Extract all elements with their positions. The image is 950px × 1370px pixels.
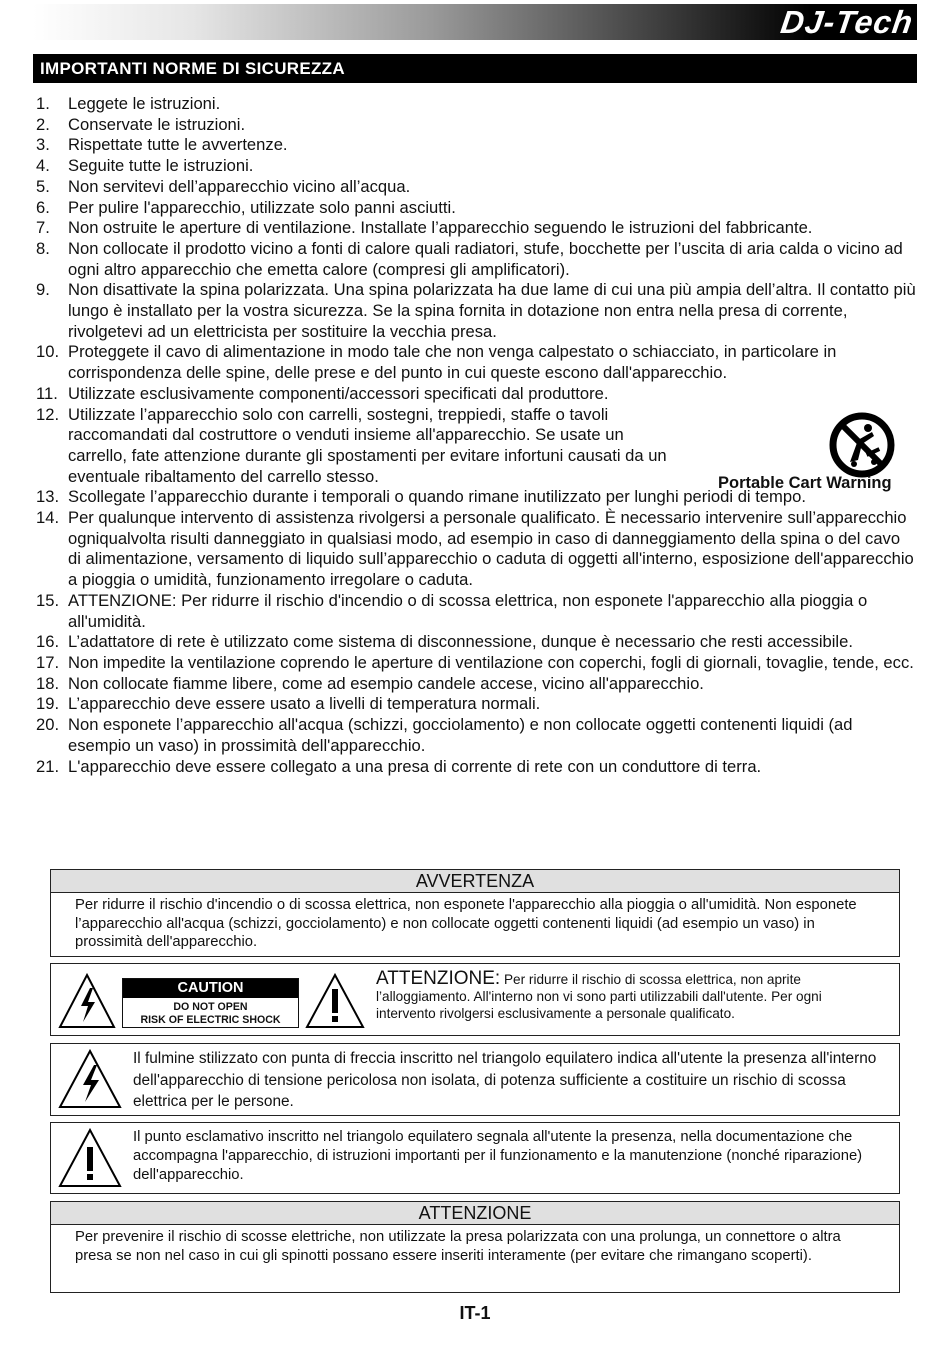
header-bar (33, 4, 917, 40)
avvertenza-title: AVVERTENZA (51, 870, 899, 893)
rule-item (36, 508, 916, 591)
rule-number: 5. (36, 176, 50, 196)
portable-cart-warning (718, 408, 908, 498)
rule-text: Conservate le istruzioni. (68, 114, 246, 134)
attenzione-box (50, 1201, 900, 1293)
rule-text: Utilizzate esclusivamente componenti/accessori specificati dal produttore. (68, 383, 609, 403)
exclamation-explanation-text: Il punto esclamativo inscritto nel triangolo equilatero segnala all'utente la presenza, nella documentazione che accompagna l'apparecchio, di istruzioni importanti per il funzionamento e la manutenzione (nonché riparazione) dell'apparecchio. (133, 1129, 863, 1183)
rule-number: 15. (36, 590, 60, 610)
rule-text: Non ostruite le aperture di ventilazione. Installate l’apparecchio seguendo le istruzioni del fabbricante. (68, 218, 813, 238)
rule-text: Non impedite la ventilazione coprendo le aperture di ventilazione con coperchi, fogli di giornali, tovaglie, tende, ecc. (68, 652, 914, 672)
rule-item (36, 239, 916, 280)
cart-tip-over-icon (828, 412, 896, 478)
rule-item (36, 135, 916, 156)
rule-item (36, 156, 916, 177)
lightning-explanation-box (50, 1043, 900, 1116)
rule-number: 11. (36, 383, 58, 403)
rule-text: L’apparecchio deve essere usato a livelli di temperatura normali. (68, 694, 541, 714)
lightning-triangle-icon (57, 972, 117, 1030)
rule-text: Rispettate tutte le avvertenze. (68, 135, 288, 155)
rule-item (36, 591, 916, 632)
rule-item (36, 115, 916, 136)
lightning-explanation-text: Il fulmine stilizzato con punta di freccia inscritto nel triangolo equilatero indica all'utente la presenza all'interno dell'apparecchio di tensione pericolosa non isolata, di potenza sufficiente a costituire un rischio di scossa elettrica per le persone. (133, 1050, 877, 1111)
avvertenza-box (50, 869, 900, 957)
rule-item (36, 94, 916, 115)
rule-text: ATTENZIONE: Per ridurre il rischio d'incendio o di scossa elettrica, non esponete l'apparecchio alla pioggia o all'umidità. (68, 590, 868, 631)
rule-number: 3. (36, 135, 50, 155)
rule-item (36, 653, 916, 674)
rule-number: 12. (36, 404, 60, 424)
cart-warning-caption: Portable Cart Warning (718, 474, 892, 492)
rule-number: 10. (36, 342, 60, 362)
caution-body: Per ridurre il rischio di scossa elettrica, non aprite l’alloggiamento. All'interno non vi sono parti utilizzabili dall'utente. Per ogni intervento rivolgersi esclusivamente a personale qualificato. (376, 972, 822, 1021)
rule-item (36, 757, 916, 778)
rule-item (36, 218, 916, 239)
rule-item (36, 715, 916, 756)
rule-number: 19. (36, 694, 60, 714)
rule-item (36, 694, 916, 715)
rule-number: 2. (36, 114, 50, 134)
rule-text: Scollegate l’apparecchio durante i temporali o quando rimane inutilizzato per lunghi periodi di tempo. (68, 487, 806, 507)
rule-number: 20. (36, 715, 60, 735)
rule-number: 4. (36, 156, 50, 176)
rule-item (36, 198, 916, 219)
rule-text: Per pulire l'apparecchio, utilizzate solo panni asciutti. (68, 197, 456, 217)
caution-box (50, 963, 900, 1036)
rule-text: Non disattivate la spina polarizzata. Una spina polarizzata ha due lame di cui una più ampia dell’altra. Il contatto più lungo è installato per la vostra sicurezza. Se la spina fornita in dotazione non entra nella presa di corrente, rivolgetevi ad un elettricista per sostituire la vecchia presa. (68, 280, 916, 341)
caution-text (376, 970, 876, 1022)
rule-number: 16. (36, 632, 60, 652)
attenzione-text: Per prevenire il rischio di scosse elettriche, non utilizzate la presa polarizzata con una prolunga, un connettore o altra presa se non nel caso in cui gli spinotti possano essere inseriti interamente (per evitare che rimangano scoperti). (75, 1229, 841, 1264)
rule-number: 13. (36, 487, 60, 507)
exclamation-explanation-box (50, 1122, 900, 1194)
rule-text: L’adattatore di rete è utilizzato come sistema di disconnessione, dunque è necessario che resti accessibile. (68, 632, 853, 652)
rule-number: 21. (36, 756, 60, 776)
exclamation-triangle-icon (57, 1127, 123, 1189)
caution-label-title: CAUTION (123, 979, 298, 998)
rule-text: Non esponete l’apparecchio all'acqua (schizzi, gocciolamento) e non collocate oggetti contenenti liquidi (ad esempio un vaso) in prossimità dell'apparecchio. (68, 715, 853, 755)
rule-number: 9. (36, 280, 50, 300)
avvertenza-text: Per ridurre il rischio d'incendio o di scossa elettrica, non esponete l'apparecchio alla pioggia o all'umidità. Non esponete l’apparecchio all'acqua (schizzi, gocciolamento) e non collocate oggetti contenenti liquidi (ad esempio un vaso) in prossimità dell'apparecchio. (75, 897, 857, 951)
rule-item (36, 632, 916, 653)
rule-number: 18. (36, 673, 60, 693)
rule-item (36, 177, 916, 198)
rule-number: 6. (36, 197, 50, 217)
caution-label (122, 978, 299, 1028)
rule-number: 8. (36, 238, 50, 258)
rule-text: Per qualunque intervento di assistenza rivolgersi a personale qualificato. È necessario intervenire sull’apparecchio ogniqualvolta risulti danneggiato in qualsiasi modo, ad esempio in caso di danneggiamento della spina o del cavo di alimentazione, versamento di liquido sull’apparecchio o caduta di oggetti all'interno, esposizione dell'apparecchio a pioggia o umidità, funzionamento irregolare o caduta. (68, 508, 914, 590)
rule-item (36, 280, 916, 342)
page-number: IT-1 (459, 1303, 491, 1323)
section-title: IMPORTANTI NORME DI SICUREZZA (33, 54, 917, 83)
rule-number: 17. (36, 652, 60, 672)
rule-text: Non collocate fiamme libere, come ad esempio candele accese, vicino all'apparecchio. (68, 673, 704, 693)
attenzione-title: ATTENZIONE (51, 1202, 899, 1225)
rule-item (36, 674, 916, 695)
rule-text: Non collocate il prodotto vicino a fonti di calore quali radiatori, stufe, bocchette per l’uscita di aria calda o vicino ad ogni altro apparecchio che emetta calore (compresi gli amplificatori). (68, 238, 903, 279)
rule-text: Proteggete il cavo di alimentazione in modo tale che non venga calpestato o schiacciato, in particolare in corrispondenza delle spine, delle prese e del punto in cui queste escono dall'apparecchio. (68, 342, 837, 383)
rule-text: Non servitevi dell’apparecchio vicino all’acqua. (68, 176, 411, 196)
rule-item (36, 384, 916, 405)
caution-label-line2: RISK OF ELECTRIC SHOCK (140, 1014, 281, 1026)
rule-text: L'apparecchio deve essere collegato a una presa di corrente di rete con un conduttore di terra. (68, 756, 762, 776)
rule-text: Leggete le istruzioni. (68, 94, 221, 113)
lightning-triangle-icon (57, 1048, 123, 1110)
caution-label-line1: DO NOT OPEN (173, 1001, 248, 1013)
rule-number: 7. (36, 218, 50, 238)
exclamation-triangle-icon (304, 972, 366, 1030)
rule-number: 1. (36, 94, 50, 113)
rule-item (36, 342, 916, 383)
caution-lead: ATTENZIONE: (376, 968, 501, 989)
brand-logo: DJ-Tech (778, 4, 916, 40)
rule-text: Seguite tutte le istruzioni. (68, 156, 254, 176)
rule-number: 14. (36, 508, 60, 528)
rule-text: Utilizzate l’apparecchio solo con carrelli, sostegni, treppiedi, staffe o tavoli raccomandati dal costruttore o venduti insieme all'apparecchio. Se usate un carrello, fate attenzione durante gli spostamenti per evitare infortuni causati da un eventuale ribaltamento del carrello stesso. (68, 404, 667, 486)
